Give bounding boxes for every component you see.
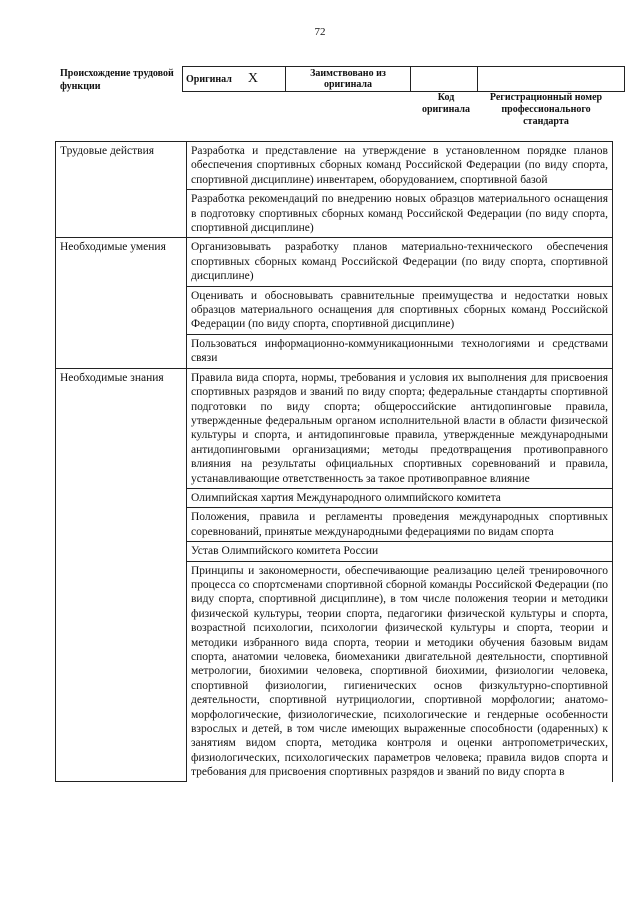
table-cell: Положения, правила и регламенты проведения международных спортивных соревнований, принятые международными федерациями по видам спорта <box>187 508 613 542</box>
borrowed-cell: Заимствовано из оригинала <box>286 67 411 92</box>
table-cell: Разработка рекомендаций по внедрению новых образцов материального оснащения в подготовку спортивных сборных команд Российской Федерации (по виду спорта, спортивной дисциплине) <box>187 190 613 238</box>
registration-number-cell <box>478 67 625 92</box>
section-label: Необходимые умения <box>56 238 187 368</box>
table-cell: Олимпийская хартия Международного олимпийского комитета <box>187 488 613 507</box>
table-row <box>56 142 613 190</box>
table-cell: Организовывать разработку планов материально-технического обеспечения спортивных сборных команд Российской Федерации (по виду спорта, спортивной дисциплине) <box>187 238 613 286</box>
table-cell: Пользоваться информационно-коммуникационными технологиями и средствами связи <box>187 334 613 368</box>
original-label: Оригинал <box>186 74 232 85</box>
section-label: Необходимые знания <box>56 368 187 781</box>
original-code-cell <box>411 67 478 92</box>
original-mark: X <box>247 71 258 86</box>
origin-table <box>182 66 625 92</box>
original-cell <box>183 67 286 92</box>
function-table <box>55 141 613 782</box>
table-row <box>56 368 613 488</box>
code-caption: Код оригинала <box>421 92 471 115</box>
table-cell: Разработка и представление на утверждение в установленном порядке планов обеспечения спортивных сборных команд Российской Федерации (по виду спорта, спортивной дисциплине) инвентарем, оборудованием, спортивной базой <box>187 142 613 190</box>
table-cell: Правила вида спорта, нормы, требования и условия их выполнения для присвоения спортивных разрядов и званий по виду спорта; федеральные стандарты спортивной подготовки по виду спорта; общероссийские антидопинговые правила, утвержденные федеральным органом исполнительной власти в области физической культуры и спорта, и антидопинговые правила, утвержденные международными антидопинговыми организациями; методы предотвращения противоправного влияния на результаты официальных спортивных соревнований и правила, устанавливающие ответственность за такое противоправное влияние <box>187 368 613 488</box>
table-row <box>56 238 613 286</box>
table-cell: Устав Олимпийского комитета России <box>187 542 613 561</box>
origin-label: Происхождение трудовой функции <box>60 68 174 92</box>
registration-caption: Регистрационный номер профессионального стандарта <box>489 92 603 127</box>
section-label: Трудовые действия <box>56 142 187 238</box>
page-number: 72 <box>314 26 326 38</box>
table-cell: Принципы и закономерности, обеспечивающие реализацию целей тренировочного процесса со спортсменами спортивной сборной команды Российской Федерации (по виду спорта, спортивной дисциплине), в том числе положения теории и методики физической культуры, теории спорта, педагогики физической культуры и спорта, возрастной психологии, психологии физической культуры и спорта, теории и методики избранного вида спорта, теории и методики обучения базовым видам спорта, анатомии человека, биомеханики двигательной деятельности, спортивной метрологии, биохимии человека, спортивной биохимии, физиологии человека, спортивной физиологии, гигиенических основ физкультурно-спортивной деятельности, спортивной нутрициологии, спортивной морфологии; анатомо-морфологические, физиологические, психологические и гендерные особенности взрослых и детей, в том числе имеющих выраженные способности (одаренных) к занятиям видом спорта, методика контроля и оценки антропометрических, физиологических, психологических параметров человека; правила видов спорта и требования для присвоения спортивных разрядов и званий по виду спорта в <box>187 561 613 782</box>
table-cell: Оценивать и обосновывать сравнительные преимущества и недостатки новых образцов материального оснащения для спортивных сборных команд Российской Федерации (по виду спорта, спортивной дисциплине) <box>187 286 613 334</box>
